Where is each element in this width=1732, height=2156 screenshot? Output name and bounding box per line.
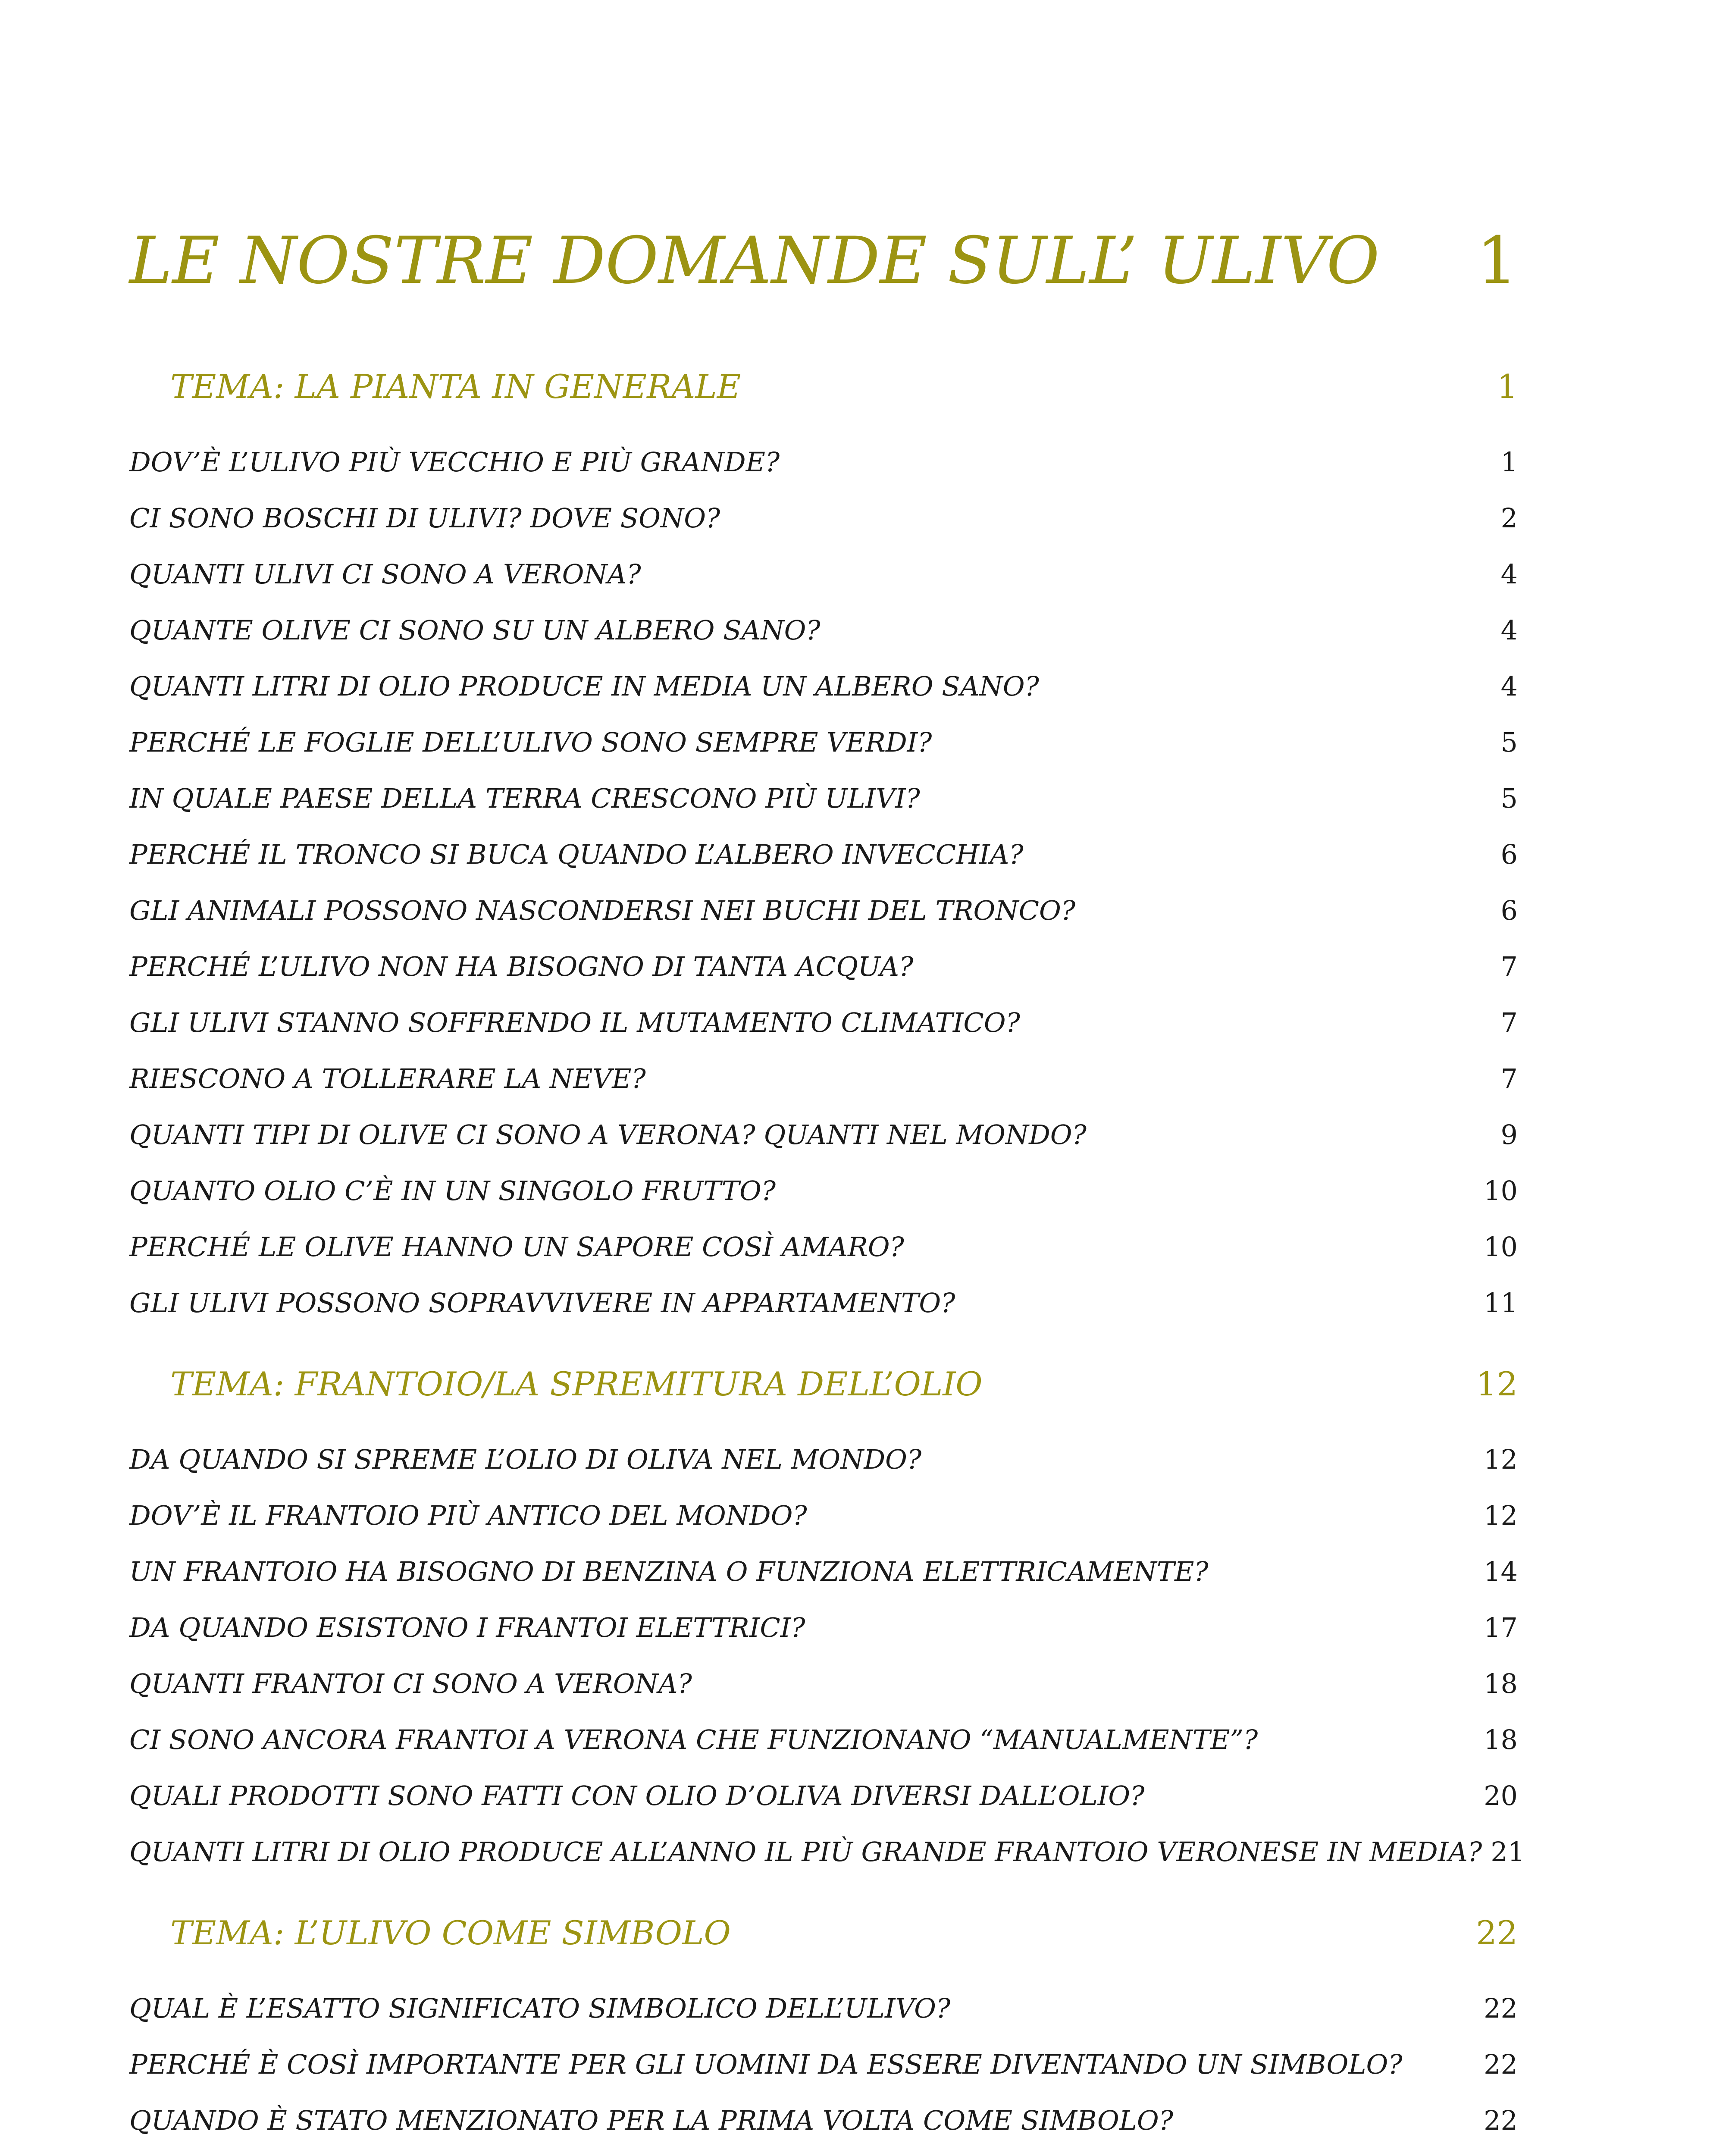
toc-entry-text: QUALI PRODOTTI SONO FATTI CON OLIO D’OLIVA DIVERSI DALL’OLIO?: [129, 1780, 1145, 1811]
section-heading-simbolo[interactable]: [170, 1909, 1518, 1957]
toc-entry-text: GLI ANIMALI POSSONO NASCONDERSI NEI BUCHI DEL TRONCO?: [129, 895, 1076, 926]
toc-entry-page: 22: [1484, 2049, 1518, 2080]
toc-entry-page: 5: [1500, 727, 1518, 758]
toc-entry-page: 4: [1500, 614, 1518, 646]
toc-entry[interactable]: [129, 721, 1518, 764]
toc-entry[interactable]: [129, 1987, 1518, 2030]
toc-entry[interactable]: [129, 1001, 1518, 1044]
toc-entry[interactable]: [129, 1830, 1525, 1874]
toc-entry-text: CI SONO ANCORA FRANTOI A VERONA CHE FUNZIONANO “MANUALMENTE”?: [129, 1724, 1258, 1755]
toc-entry-page: 22: [1484, 2105, 1518, 2136]
toc-entry-text: QUANTO OLIO C’È IN UN SINGOLO FRUTTO?: [129, 1175, 776, 1206]
toc-entry-page: 18: [1484, 1668, 1518, 1699]
toc-entry[interactable]: [129, 777, 1518, 820]
toc-entry[interactable]: [129, 945, 1518, 988]
toc-entry[interactable]: [129, 2099, 1518, 2142]
section-heading-frantoio[interactable]: [170, 1360, 1518, 1408]
toc-entry[interactable]: [129, 1057, 1518, 1100]
toc-entry-text: PERCHÉ L’ULIVO NON HA BISOGNO DI TANTA ACQUA?: [129, 951, 914, 982]
toc-entry-page: 9: [1500, 1119, 1518, 1150]
toc-entry-page: 21: [1491, 1836, 1525, 1868]
toc-entry-page: 17: [1484, 1612, 1518, 1643]
toc-entry-text: DA QUANDO SI SPREME L’OLIO DI OLIVA NEL MONDO?: [129, 1444, 922, 1475]
toc-entry[interactable]: [129, 609, 1518, 652]
toc-entry-page: 7: [1500, 951, 1518, 982]
toc-entry-page: 14: [1484, 1556, 1518, 1587]
toc-entry-page: 6: [1500, 895, 1518, 926]
toc-entry-text: QUANTE OLIVE CI SONO SU UN ALBERO SANO?: [129, 614, 821, 646]
toc-entry-page: 18: [1484, 1724, 1518, 1755]
section-page: 12: [1476, 1365, 1518, 1403]
toc-entry-text: QUANTI TIPI DI OLIVE CI SONO A VERONA? QUANTI NEL MONDO?: [129, 1119, 1087, 1150]
toc-entry-text: UN FRANTOIO HA BISOGNO DI BENZINA O FUNZIONA ELETTRICAMENTE?: [129, 1556, 1209, 1587]
toc-entry[interactable]: [129, 1282, 1518, 1325]
toc-entry-page: 11: [1484, 1287, 1518, 1319]
toc-entry-text: GLI ULIVI POSSONO SOPRAVVIVERE IN APPARTAMENTO?: [129, 1287, 955, 1319]
toc-entry-page: 12: [1484, 1444, 1518, 1475]
toc-entry-text: PERCHÉ IL TRONCO SI BUCA QUANDO L’ALBERO INVECCHIA?: [129, 839, 1024, 870]
toc-entry[interactable]: [129, 2043, 1518, 2086]
toc-entry-text: GLI ULIVI STANNO SOFFRENDO IL MUTAMENTO CLIMATICO?: [129, 1007, 1020, 1038]
toc-entry-text: PERCHÉ LE OLIVE HANNO UN SAPORE COSÌ AMARO?: [129, 1231, 904, 1263]
toc-entry-page: 7: [1500, 1007, 1518, 1038]
toc-entry-text: QUAL È L’ESATTO SIGNIFICATO SIMBOLICO DELL’ULIVO?: [129, 1993, 951, 2024]
section-heading-pianta[interactable]: [170, 363, 1518, 411]
toc-entry[interactable]: [129, 553, 1518, 596]
toc-entry-text: QUANTI LITRI DI OLIO PRODUCE IN MEDIA UN ALBERO SANO?: [129, 671, 1039, 702]
toc-entry[interactable]: [129, 1550, 1518, 1593]
toc-entry[interactable]: [129, 1169, 1518, 1213]
toc-heading-page: 1: [1476, 223, 1518, 298]
toc-entry[interactable]: [129, 665, 1518, 708]
toc-entry-page: 10: [1484, 1231, 1518, 1263]
toc-entry-page: 4: [1500, 671, 1518, 702]
toc-entry-text: QUANTI LITRI DI OLIO PRODUCE ALL’ANNO IL PIÙ GRANDE FRANTOIO VERONESE IN MEDIA?: [129, 1836, 1482, 1868]
toc-entry-text: DA QUANDO ESISTONO I FRANTOI ELETTRICI?: [129, 1612, 805, 1643]
section-page: 22: [1476, 1914, 1518, 1952]
section-title: TEMA: LA PIANTA IN GENERALE: [170, 367, 741, 406]
toc-entry-page: 22: [1484, 1993, 1518, 2024]
toc-entry[interactable]: [129, 497, 1518, 540]
toc-entry-text: QUANTI ULIVI CI SONO A VERONA?: [129, 558, 641, 590]
section-title: TEMA: FRANTOIO/LA SPREMITURA DELL’OLIO: [170, 1365, 983, 1403]
toc-entry[interactable]: [129, 1606, 1518, 1649]
toc-entry[interactable]: [129, 1718, 1518, 1761]
toc-entry-text: QUANDO È STATO MENZIONATO PER LA PRIMA VOLTA COME SIMBOLO?: [129, 2105, 1173, 2136]
toc-entry-text: IN QUALE PAESE DELLA TERRA CRESCONO PIÙ ULIVI?: [129, 783, 920, 814]
toc-entry-text: CI SONO BOSCHI DI ULIVI? DOVE SONO?: [129, 502, 720, 534]
toc-entry-text: QUANTI FRANTOI CI SONO A VERONA?: [129, 1668, 692, 1699]
toc-entry[interactable]: [129, 1662, 1518, 1705]
toc-entry-page: 6: [1500, 839, 1518, 870]
toc-entry[interactable]: [129, 1113, 1518, 1156]
toc-entry[interactable]: [129, 1494, 1518, 1537]
toc-entry[interactable]: [129, 1225, 1518, 1269]
toc-entry-page: 7: [1500, 1063, 1518, 1094]
toc-entry-page: 5: [1500, 783, 1518, 814]
toc-entry[interactable]: [129, 833, 1518, 876]
toc-entry-page: 4: [1500, 558, 1518, 590]
toc-entry-page: 10: [1484, 1175, 1518, 1206]
toc-entry-text: RIESCONO A TOLLERARE LA NEVE?: [129, 1063, 646, 1094]
toc-entry-page: 2: [1500, 502, 1518, 534]
toc-entry-page: 12: [1484, 1500, 1518, 1531]
toc-entry[interactable]: [129, 1774, 1518, 1818]
toc-entry-text: DOV’È IL FRANTOIO PIÙ ANTICO DEL MONDO?: [129, 1500, 807, 1531]
toc-entry-text: DOV’È L’ULIVO PIÙ VECCHIO E PIÙ GRANDE?: [129, 446, 780, 478]
toc-entry-page: 20: [1484, 1780, 1518, 1811]
toc-heading[interactable]: [129, 218, 1518, 304]
section-title: TEMA: L’ULIVO COME SIMBOLO: [170, 1914, 731, 1952]
toc-entry[interactable]: [129, 889, 1518, 932]
section-page: 1: [1497, 367, 1518, 406]
toc-entry-text: PERCHÉ LE FOGLIE DELL’ULIVO SONO SEMPRE VERDI?: [129, 727, 932, 758]
toc-entry-page: 1: [1500, 446, 1518, 478]
toc-entry-text: PERCHÉ È COSÌ IMPORTANTE PER GLI UOMINI DA ESSERE DIVENTANDO UN SIMBOLO?: [129, 2049, 1403, 2080]
toc-entry[interactable]: [129, 1438, 1518, 1481]
toc-entry[interactable]: [129, 441, 1518, 484]
toc-heading-text: LE NOSTRE DOMANDE SULL’ ULIVO: [129, 223, 1380, 298]
